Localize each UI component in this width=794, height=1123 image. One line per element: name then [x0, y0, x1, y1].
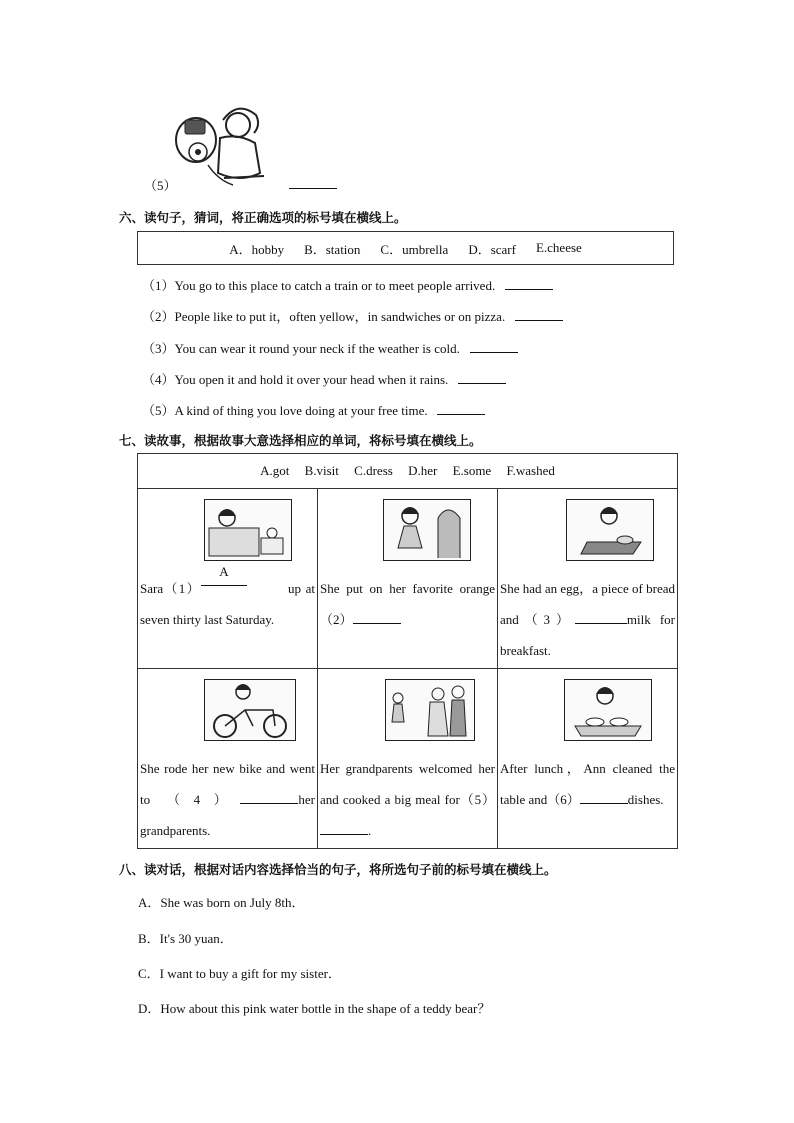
option: E.cheese: [535, 240, 582, 255]
option: C.dress: [354, 463, 393, 478]
story-cell-6: After lunch，Ann cleaned the table and（6） dishes.: [498, 669, 677, 848]
option: E.some: [452, 463, 492, 478]
grandparents-welcome-picture: [385, 679, 475, 741]
section6-options-box: [137, 231, 674, 265]
story-table: [137, 453, 678, 849]
answer-blank[interactable]: [505, 277, 553, 290]
girl-phone-illustration: [168, 100, 273, 188]
answer-blank[interactable]: [580, 791, 628, 804]
answer-blank[interactable]: [320, 822, 368, 835]
answer-blank[interactable]: [470, 340, 518, 353]
girl-bike-picture: [204, 679, 296, 741]
girl-breakfast-picture: [566, 499, 654, 561]
question-2: （2）People like to put it，often yellow，in sandwiches or on pizza.: [142, 306, 563, 325]
answer-blank[interactable]: [437, 402, 485, 415]
option: A．hobby: [229, 241, 285, 257]
question-1: （1）You go to this place to catch a train or to meet people arrived.: [142, 275, 553, 294]
story-cell-2: She put on her favorite orange（2）: [318, 489, 497, 668]
answer-blank[interactable]: [289, 176, 337, 189]
girl-dress-picture: [383, 499, 471, 561]
story-cell-3: She had an egg，a piece of bread and（3） milk for breakfast.: [498, 489, 677, 668]
answer-blank[interactable]: [353, 611, 401, 624]
option: B．station: [304, 241, 361, 257]
answer-blank[interactable]: [458, 371, 506, 384]
story-cell-4: She rode her new bike and went to （4） her grandparents.: [138, 669, 317, 848]
answer-blank[interactable]: [575, 611, 627, 624]
option: C．umbrella: [380, 241, 449, 257]
section7-heading: 七、读故事，根据故事大意选择相应的单词，将标号填在横线上。: [119, 433, 482, 448]
section6-heading: 六、读句子，猜词，将正确选项的标号填在横线上。: [119, 210, 407, 225]
answer-blank[interactable]: [515, 308, 563, 321]
choice-b: B．It's 30 yuan．: [138, 931, 233, 946]
answer-blank[interactable]: A: [201, 573, 247, 586]
q5-label: （5）: [144, 178, 177, 193]
story-cell-1: Sara（1）A up at seven thirty last Saturday.: [138, 489, 317, 668]
girl-washing-dishes-picture: [564, 679, 652, 741]
question-3: （3）You can wear it round your neck if the weather is cold.: [142, 338, 518, 357]
question-5: （5）A kind of thing you love doing at your free time.: [142, 400, 485, 419]
section7-options: [138, 454, 678, 489]
answer-blank[interactable]: [240, 791, 298, 804]
story-cell-5: Her grandparents welcomed her and cooked a big meal for（5）.: [318, 669, 497, 848]
choice-d: D．How about this pink water bottle in the shape of a teddy bear？: [138, 1001, 491, 1016]
option: D．scarf: [468, 241, 516, 257]
option: A.got: [260, 463, 290, 478]
choice-c: C．I want to buy a gift for my sister．: [138, 966, 341, 981]
option: B.visit: [304, 463, 339, 478]
question-4: （4）You open it and hold it over your head when it rains.: [142, 369, 506, 388]
option: F.washed: [506, 463, 555, 478]
section8-heading: 八、读对话，根据对话内容选择恰当的句子，将所选句子前的标号填在横线上。: [119, 862, 557, 877]
option: D.her: [408, 463, 438, 478]
choice-a: A．She was born on July 8th．: [138, 895, 305, 910]
girl-in-bed-picture: [204, 499, 292, 561]
